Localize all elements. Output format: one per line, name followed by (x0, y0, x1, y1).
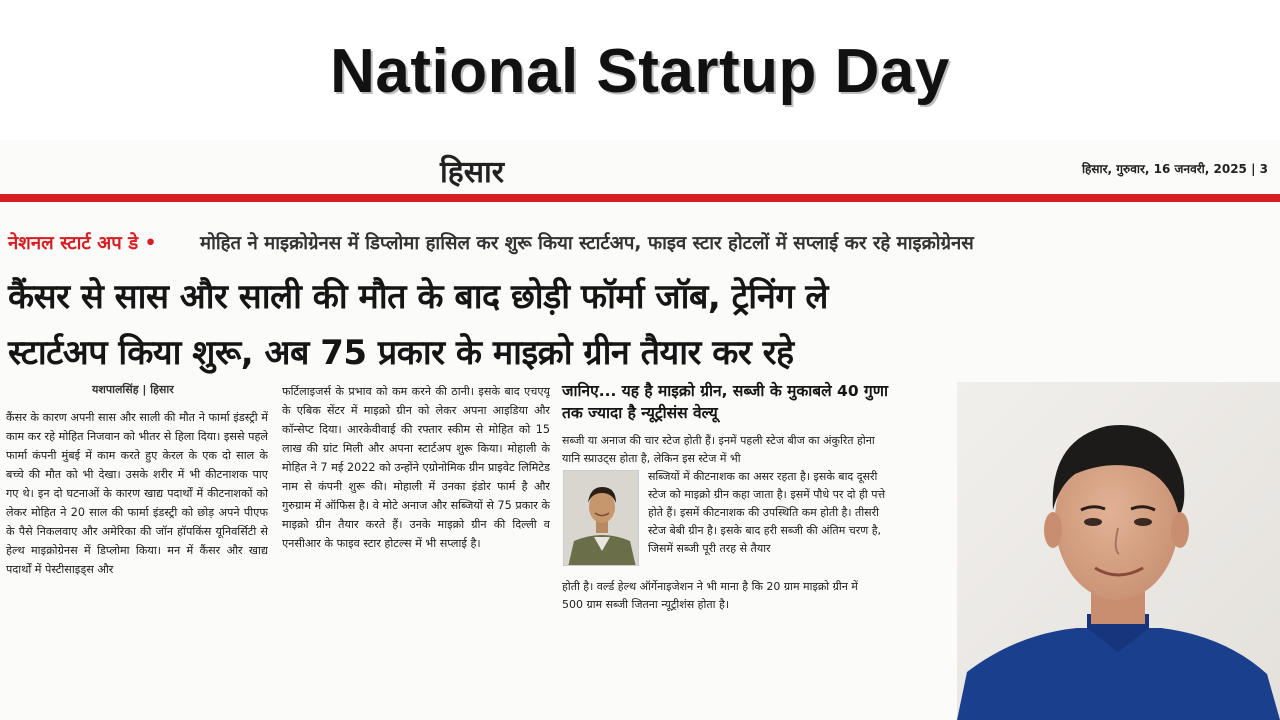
newspaper-dateline: हिसार, गुरुवार, 16 जनवरी, 2025 | 3 (1081, 162, 1268, 176)
sidebar-intro-text: सब्जी या अनाज की चार स्टेज होती हैं। इनमें पहली स्टेज बीज का अंकुरित होना यानि स्प्राउट्स होता है, लेकिन इस स्टेज में भी (562, 434, 875, 465)
sidebar-heading: जानिए... यह है माइक्रो ग्रीन, सब्जी के मुकाबले 40 गुणा तक ज्यादा है न्यूट्रीसंस वेल्यू (562, 382, 888, 422)
headline-line-2: स्टार्टअप किया शुरू, अब 75 प्रकार के माइक्रो ग्रीन तैयार कर रहे (8, 333, 794, 373)
newspaper-masthead: हिसार (440, 155, 505, 190)
article-column-2: फर्टिलाइजर्स के प्रभाव को कम करने की ठानी। इसके बाद एचएयू के एबिक सेंटर में माइक्रो ग्रीन को लेकर अपना आइडिया और कॉन्सेप्ट दिया। आरकेवीवाई की रफ्तार स्कीम से मोहित को 15 लाख की ग्रांट मिली और अपना स्टार्टअप शुरू किया। मोहाली के मोहित ने 7 मई 2022 को उन्होंने एग्रोनोमिक ग्रीन प्राइवेट लिमिटेड नाम से कंपनी शुरू की। मोहाली में उनका इंडोर फार्म है और गुरुग्राम में ऑफिस है। वे मोटे अनाज और सब्जियों से 75 प्रकार के माइक्रो ग्रीन तैयार करते हैं। उनके माइक्रो ग्रीन की दिल्ली व एनसीआर के फाइव स्टार होटल्स में भी सप्लाई है। (282, 385, 550, 550)
page-title: National Startup Day (330, 37, 950, 106)
article-subheading: मोहित ने माइक्रोग्रेनस में डिप्लोमा हासिल कर शुरू किया स्टार्टअप, फाइव स्टार होटलों में सप्लाई कर रहे माइक्रोग्रेनस (200, 233, 974, 254)
founder-portrait (957, 382, 1280, 720)
article-kicker: नेशनल स्टार्ट अप डे • (8, 233, 157, 254)
inset-person-photo (563, 470, 639, 566)
sidebar-body-text: सब्जियों में कीटनाशक का असर रहता है। इसके बाद दूसरी स्टेज को माइक्रो ग्रीन कहा जाता है। इसमें पौधे पर दो ही पत्ते होते हैं। इसमें कीटनाशक की उपस्थिति कम होती है। तीसरी स्टेज बेबी ग्रीन है। इसके बाद हरी सब्जी की अंतिम चरण है, जिसमें सब्जी पूरी तरह से तैयार (648, 470, 886, 555)
headline-line-1: कैंसर से सास और साली की मौत के बाद छोड़ी फॉर्मा जॉब, ट्रेनिंग ले (8, 277, 828, 317)
article-byline: यशपालसिंह | हिसार (92, 383, 174, 396)
sidebar-closing-text: होती है। वर्ल्ड हेल्थ ऑर्गेनाइजेशन ने भी माना है कि 20 ग्राम माइक्रो ग्रीन में 500 ग्राम सब्जी जितना न्यूट्रीशंस होता है। (562, 580, 858, 611)
article-column-1: कैंसर के कारण अपनी सास और साली की मौत ने फार्मा इंडस्ट्री में काम कर रहे मोहित निजवान को भीतर से हिला दिया। इससे पहले फार्मा कंपनी मुंबई में काम करते हुए केरल के एक दो साल के बच्चे की मौत को भी देखा। उसके शरीर में भी कीटनाशक पाए गए थे। इन दो घटनाओं के कारण खाद्य पदार्थों में कीटनाशकों को लेकर मोहित ने 20 साल की फार्मा इंडस्ट्री को छोड़ अपने पीएफ के पैसे निकलवाए और अमेरिका की जॉन हॉपकिंस यूनिवर्सिटी से हेल्थ माइक्रोग्रेनस में डिप्लोमा किया। मन में कैंसर और खाद्य पदार्थों में पेस्टीसाइड्स और (6, 411, 268, 576)
masthead-rule (0, 194, 1280, 202)
